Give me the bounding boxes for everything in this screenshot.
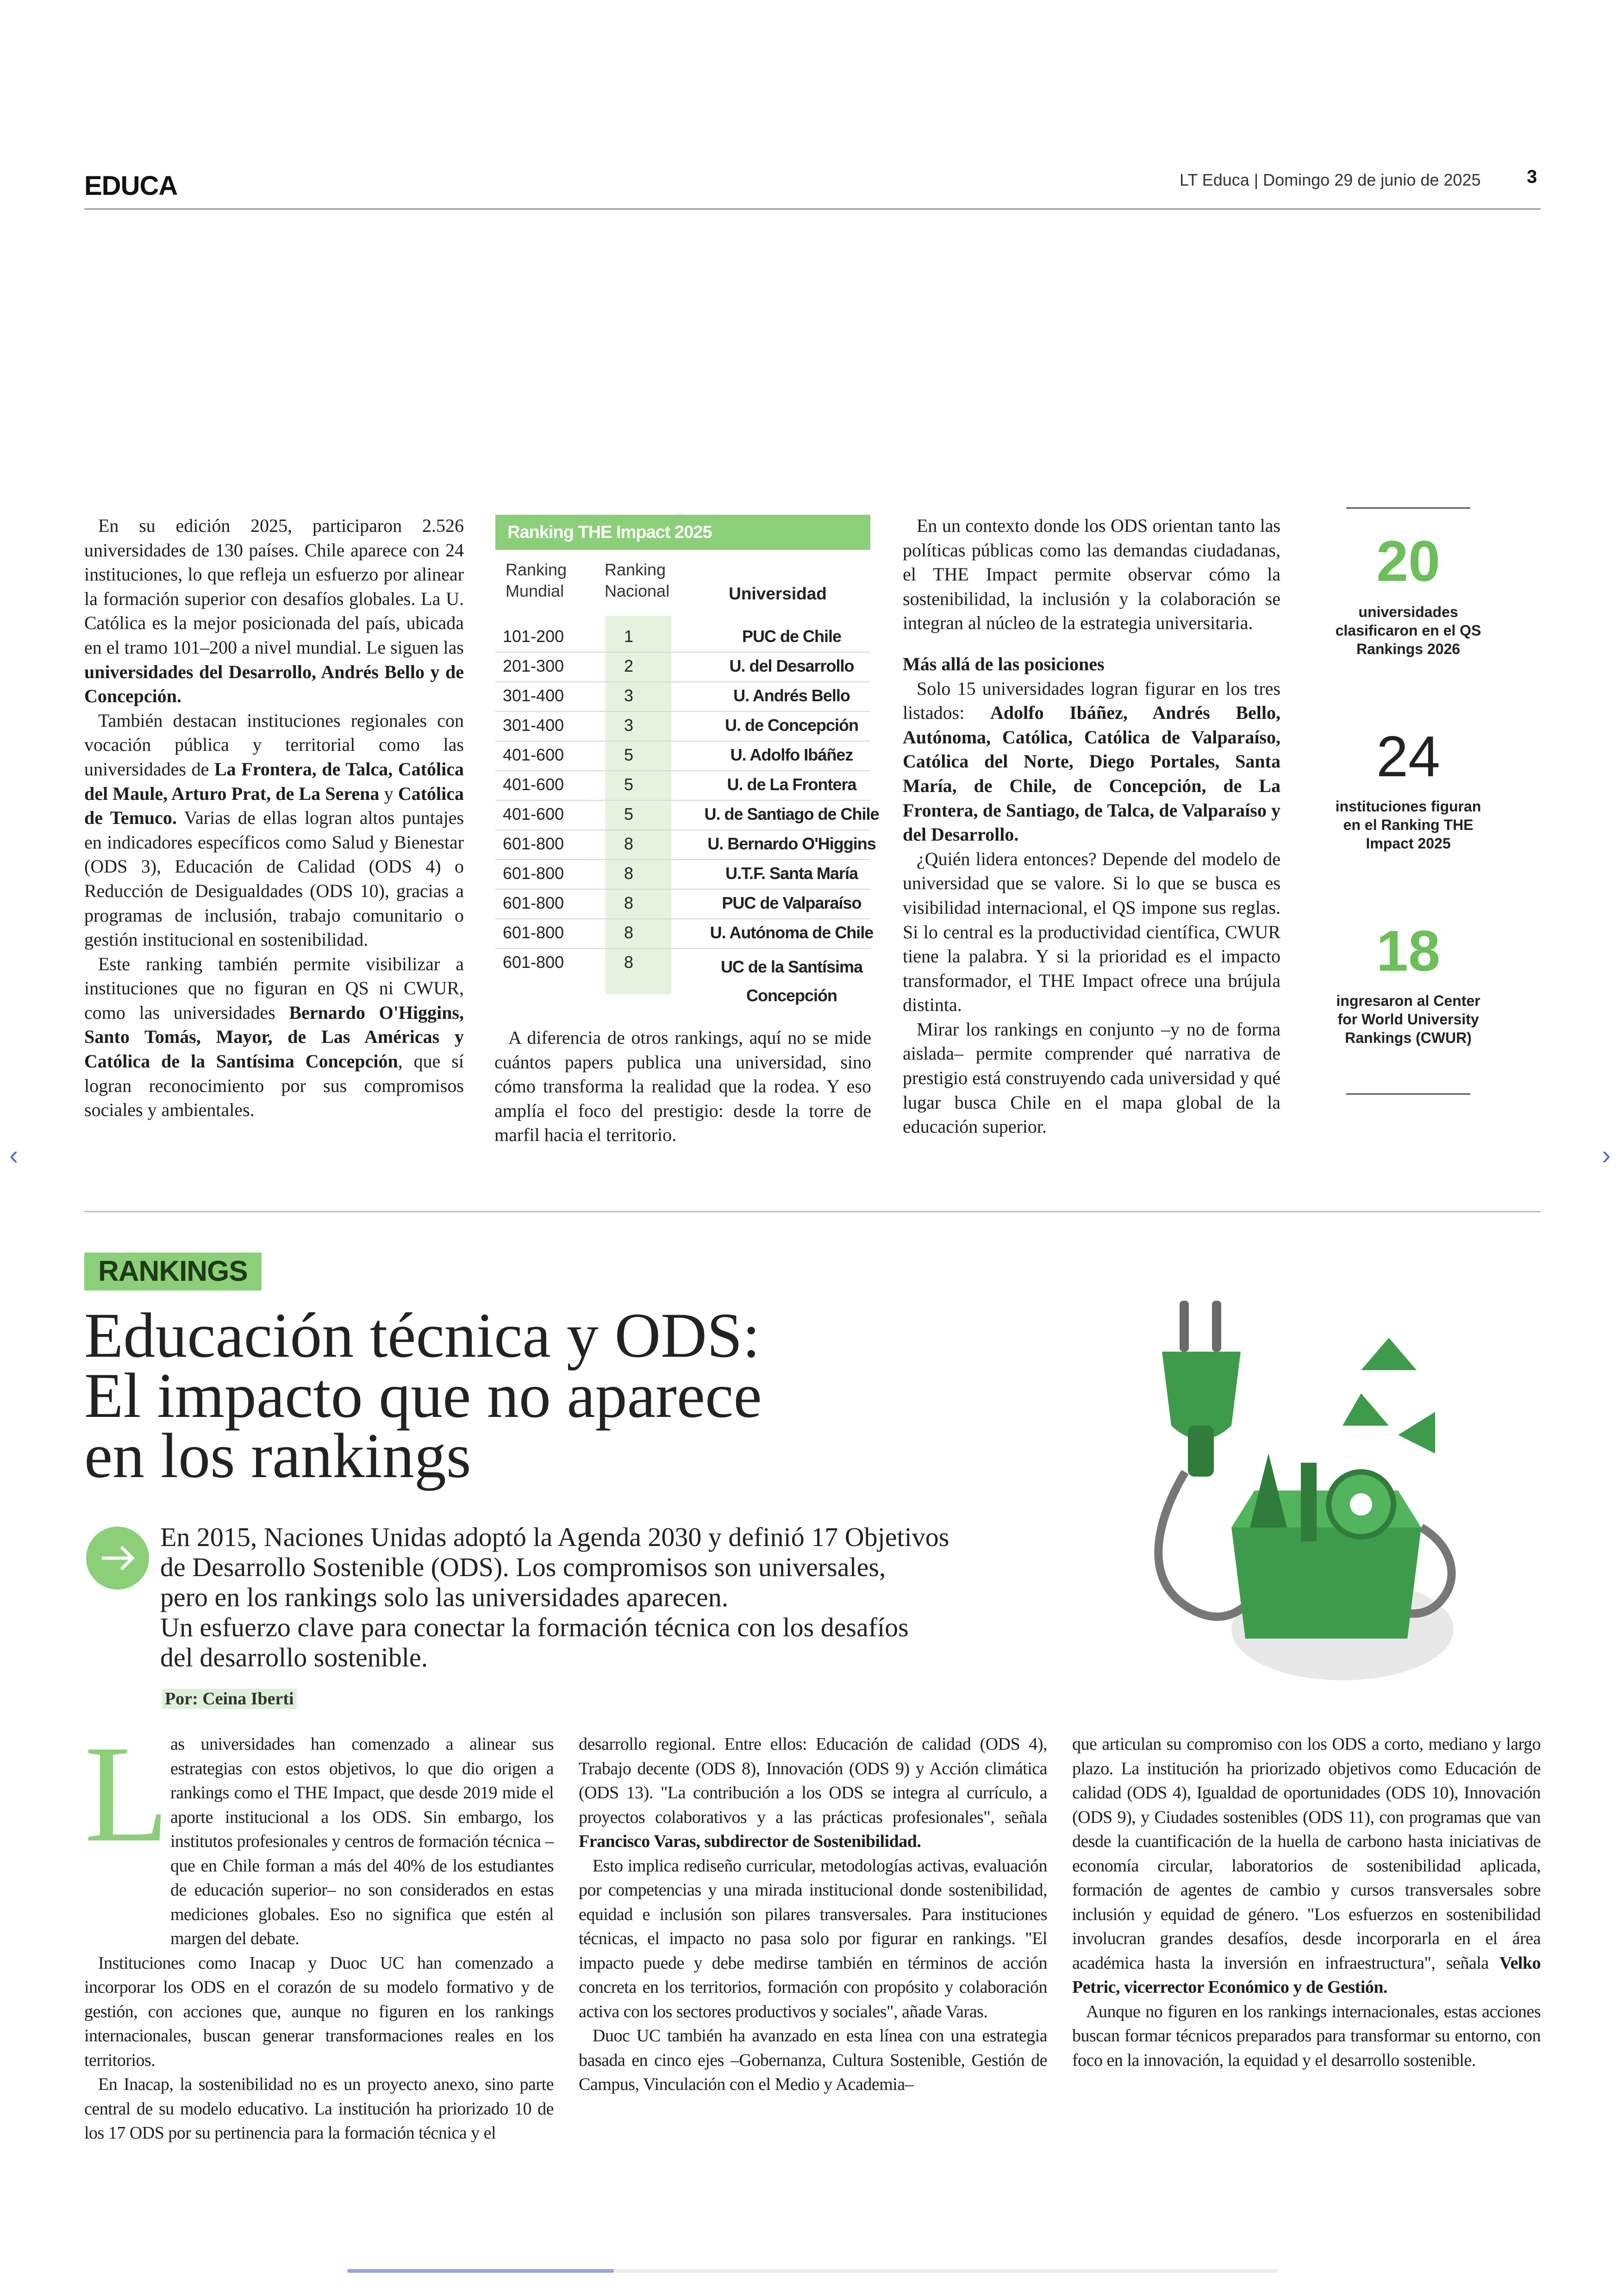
stat-cwur-label: ingresaron al Center for World University Rankings (CWUR) [1336, 992, 1480, 1046]
table-row: 601-800 8 UC de la Santísima Concepción [495, 948, 870, 1004]
upper-column-2 [494, 1026, 871, 1148]
scrollbar-thumb[interactable] [347, 2269, 614, 2273]
chevron-left-icon[interactable]: ‹ [9, 1140, 19, 1170]
header-rule [84, 208, 1541, 210]
upper-col3-para-2: Solo 15 universidades logran figurar en los tres listados: Adolfo Ibáñez, Andrés Bello, Autónoma, Católica, Católica de Valparaíso, Católica del Norte, Diego Portales, Santa María, de Chile, de Concepción, de La Frontera, de Santiago, de Talca, de Valparaíso y del Desarrollo. [903, 678, 1280, 845]
chevron-right-icon[interactable]: › [1602, 1140, 1611, 1170]
upper-col2-para: A diferencia de otros rankings, aquí no se mide cuántos papers publica una universidad, sino cómo transforma la realidad que la rodea. Y eso amplía el foco del prestigio: desde la torre de marfil hacia el territorio. [494, 1027, 871, 1146]
page-number: 3 [1527, 167, 1537, 187]
lower-col2-para-2: Esto implica rediseño curricular, metodologías activas, evaluación por competencias y una mirada institucional donde sostenibilidad, equidad e inclusión son pilares transversales. Para instituciones técnicas, el impacto no pasa solo por figurar en rankings. "El impacto puede y debe medirse también en términos de acción concreta en los territorios, formación con propósito y colaboración activa con los sectores productivos y sociales", añade Varas. [579, 1856, 1047, 2021]
table-row: 101-200 1 PUC de Chile [503, 627, 842, 646]
stats-top-rule [1346, 507, 1470, 509]
table-row: 201-300 2 U. del Desarrollo [495, 652, 870, 681]
table-header-mundial: Ranking Mundial [506, 560, 567, 600]
ranking-table-body [495, 623, 879, 1005]
upper-col3-para-1: En un contexto donde los ODS orientan tanto las políticas públicas como las demandas ciudadanas, el THE Impact permite observar cómo la sostenibilidad, la inclusión y la colaboración se integran al núcleo de la estrategia universitaria. [903, 515, 1280, 634]
lower-col2-para-3: Duoc UC también ha avanzado en esta línea con una estrategia basada en cinco ejes –Gobernanza, Cultura Sostenible, Gestión de Campus, Vinculación con el Medio y Academia– [579, 2026, 1047, 2094]
stats-bottom-rule [1346, 1093, 1470, 1095]
lower-col1-para-3: En Inacap, la sostenibilidad no es un proyecto anexo, sino parte central de su modelo educativo. La institución ha priorizado 10 de los 17 ODS por su pertinencia para la formación técnica y el [84, 2075, 554, 2143]
subhead-mas-alla: Más allá de las posiciones [903, 653, 1105, 674]
stat-qs-value: 20 [1376, 530, 1440, 593]
table-row: 401-600 5 U. de Santiago de Chile [495, 800, 870, 829]
table-row: 601-800 8 U. Autónoma de Chile [495, 918, 870, 948]
table-row: 301-400 3 U. Andrés Bello [495, 681, 870, 711]
headline: Educación técnica y ODS: El impacto que no aparece en los rankings [84, 1300, 762, 1491]
section-divider [84, 1211, 1541, 1212]
upper-col3-para-4: Mirar los rankings en conjunto –y no de forma aislada– permite comprender qué narrativa de prestigio está construyendo cada universidad y qué lugar busca Chile en el mapa global de la educación superior. [903, 1018, 1280, 1137]
upper-column-3 [903, 514, 1280, 1139]
table-row: 601-800 8 PUC de Valparaíso [495, 889, 870, 918]
table-row: 301-400 3 U. de Concepción [495, 711, 870, 741]
plug-toolbox-recycle-illustration [1102, 1287, 1509, 1694]
lower-col2-para-1: desarrollo regional. Entre ellos: Educación de calidad (ODS 4), Trabajo decente (ODS 8), Innovación (ODS 9) y Acción climática (ODS 13). "La contribución a los ODS se integra al currículo, a proyectos colaborativos y a las prácticas profesionales", señala Francisco Varas, subdirector de Sostenibilidad. [579, 1734, 1047, 1851]
upper-col1-para-1: En su edición 2025, participaron 2.526 universidades de 130 países. Chile aparece con 24 instituciones, lo que refleja un esfuerzo por alinear la formación superior con desafíos globales. La U. Católica es la mejor posicionada del país, ubicada en el tramo 101–200 a nivel mundial. Le siguen las universidades del Desarrollo, Andrés Bello y de Concepción. [84, 515, 464, 707]
kicker-rankings: RANKINGS [84, 1253, 262, 1291]
stat-qs-label: universidades clasificaron en el QS Rankings 2026 [1335, 604, 1481, 657]
table-title: Ranking THE Impact 2025 [495, 515, 870, 550]
upper-col1-para-3: Este ranking también permite visibilizar a instituciones que no figuran en QS ni CWUR, como las universidades Bernardo O'Higgins, Santo Tomás, Mayor, de Las Américas y Católica de la Santísima Concepción, que sí logran reconocimiento por sus compromisos sociales y ambientales. [84, 953, 464, 1121]
lower-column-3 [1072, 1732, 1541, 2072]
table-row: 401-600 5 U. Adolfo Ibáñez [495, 741, 870, 770]
lower-col3-para-2: Aunque no figuren en los rankings internacionales, estas acciones buscan formar técnicos preparados para transformar su entorno, con foco en la innovación, la equidad y el desarrollo sostenible. [1072, 2002, 1541, 2070]
lower-col1-para-1: as universidades han comenzado a alinear sus estrategias con estos objetivos, lo que dio origen a rankings como el THE Impact, que desde 2019 mide el aporte institucional a los ODS. Sin embargo, los institutos profesionales y centros de formación técnica –que en Chile forman a más del 40% de los estudiantes de educación superior– no son considerados en estas mediciones globales. Eso no significa que estén al margen del debate. [170, 1734, 554, 1948]
table-row: 601-800 8 U.T.F. Santa María [495, 859, 870, 889]
header-meta: LT Educa | Domingo 29 de junio de 2025 [1180, 170, 1481, 189]
table-row: 601-800 8 U. Bernardo O'Higgins [495, 829, 870, 859]
upper-col3-para-3: ¿Quién lidera entonces? Depende del modelo de universidad que se valore. Si lo que se busca es visibilidad internacional, el QS impone sus reglas. Si lo central es la productividad científica, CWUR tiene la palabra. Y si la prioridad es el impacto transformador, el THE Impact ofrece una brújula distinta. [903, 848, 1280, 1016]
upper-column-1 [84, 514, 464, 1123]
deck: En 2015, Naciones Unidas adoptó la Agenda 2030 y definió 17 Objetivos de Desarrollo Sostenible (ODS). Los compromisos son universales, pero en los rankings solo las universidades aparecen. Un esfuerzo clave para conectar la formación técnica con los desafíos del desarrollo sostenible. [160, 1522, 949, 1672]
lower-column-2 [579, 1732, 1047, 2097]
lower-col1-para-2: Instituciones como Inacap y Duoc UC han comenzado a incorporar los ODS en el corazón de su modelo formativo y de gestión, con acciones que, aunque no figuren en los rankings internacionales, buscan generar transformaciones reales en los territorios. [84, 1953, 554, 2070]
lower-column-1 [84, 1732, 554, 2145]
table-header-universidad: Universidad [729, 584, 827, 603]
stat-cwur-value: 18 [1376, 919, 1440, 983]
byline: Por: Ceina Iberti [162, 1689, 297, 1709]
section-name: EDUCA [84, 171, 178, 201]
lower-col3-para-1: que articulan su compromiso con los ODS a corto, mediano y largo plazo. La institución ha priorizado objetivos como Educación de calidad (ODS 4), Igualdad de oportunidades (ODS 10), Innovación (ODS 9), y Ciudades sostenibles (ODS 11), con programas que van desde la cuantificación de la huella de carbono hasta iniciativas de economía circular, laboratorios de sostenibilidad aplicada, formación de agentes de cambio y cursos transversales sobre inclusión y equidad de género. "Los esfuerzos en sostenibilidad involucran grandes desafíos, desde incorporarla en el área académica hasta la inversión en infraestructura", señala Velko Petric, vicerrector Económico y de Gestión. [1072, 1734, 1541, 1997]
arrow-right-icon [86, 1527, 149, 1590]
upper-col1-para-2: También destacan instituciones regionales con vocación pública y territorial como las universidades de La Frontera, de Talca, Católica del Maule, Arturo Prat, de La Serena y Católica de Temuco. Varias de ellas logran altos puntajes en indicadores específicos como Salud y Bienestar (ODS 3), Educación de Calidad (ODS 4) o Reducción de Desigualdades (ODS 10), gracias a programas de inclusión, trabajo comunitario o gestión institucional en sostenibilidad. [84, 710, 464, 950]
stat-the-label: instituciones figuran en el Ranking THE Impact 2025 [1335, 798, 1481, 852]
drop-cap: L [84, 1717, 169, 1871]
table-header-nacional: Ranking Nacional [605, 560, 670, 600]
table-row: 401-600 5 U. de La Frontera [495, 770, 870, 800]
stat-the-value: 24 [1376, 725, 1440, 789]
